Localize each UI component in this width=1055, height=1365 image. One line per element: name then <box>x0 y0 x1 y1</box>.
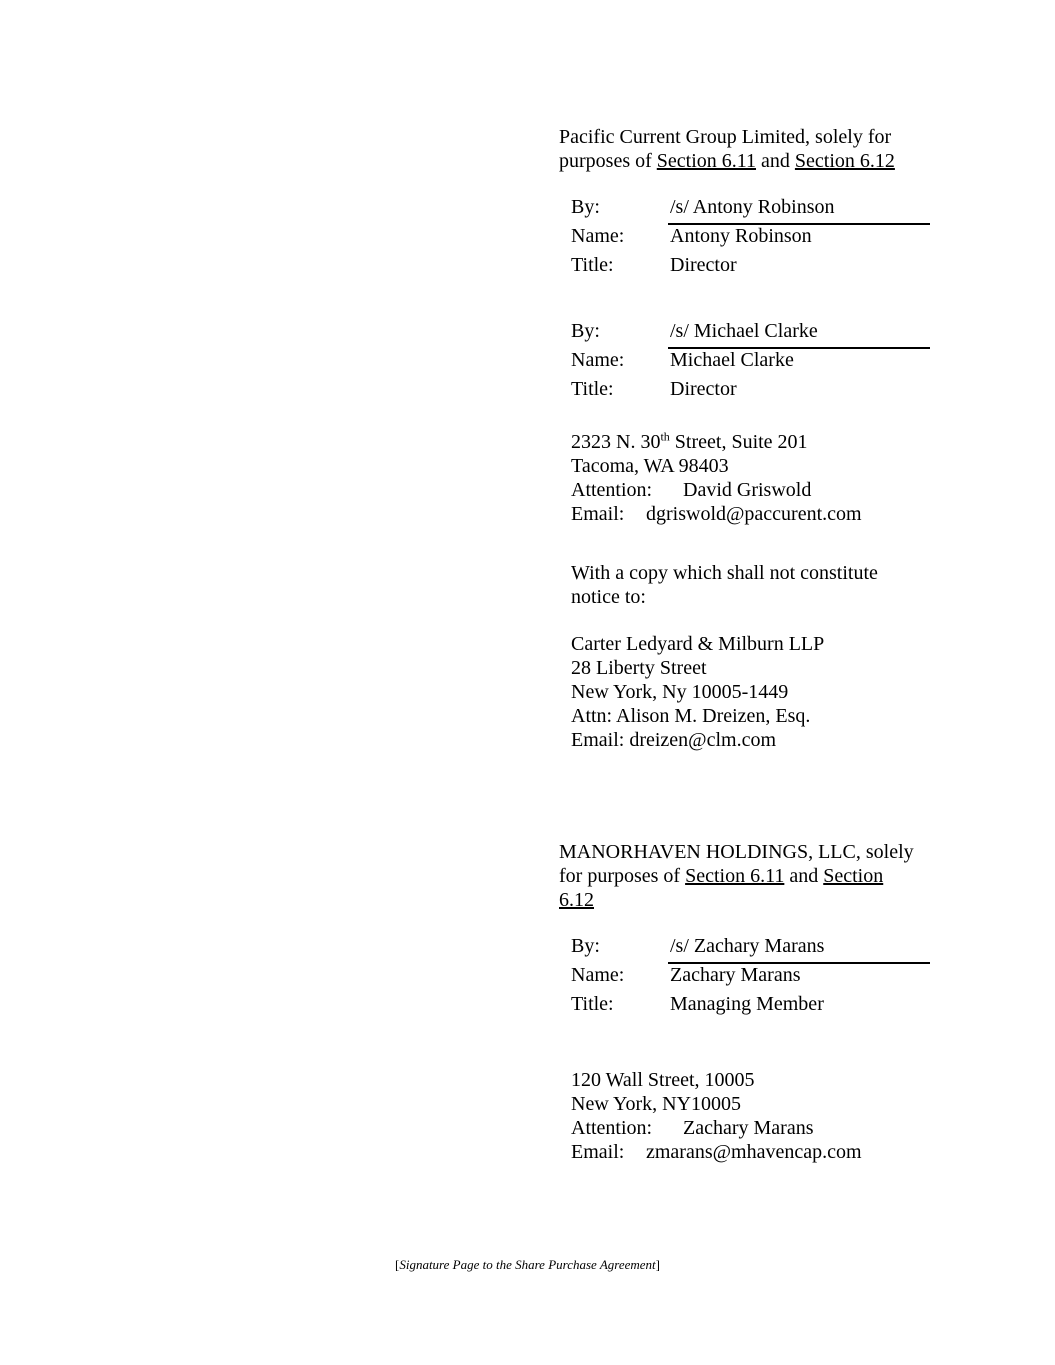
name-label: Name: <box>571 964 625 986</box>
party1-heading-pre: purposes of <box>559 150 657 172</box>
by-label: By: <box>571 935 600 957</box>
title-row <box>571 993 930 1022</box>
party1-heading-line1: Pacific Current Group Limited, solely for <box>559 126 892 148</box>
address-street: 120 Wall Street, 10005 <box>571 1069 755 1091</box>
name-label: Name: <box>571 349 625 371</box>
copy-street: 28 Liberty Street <box>571 657 707 679</box>
email-label: Email: <box>571 1141 625 1163</box>
signature: /s/ Zachary Marans <box>670 935 825 957</box>
party2-heading-line3 <box>559 888 939 912</box>
address-street <box>571 430 931 454</box>
footer-close-bracket: ] <box>655 1257 661 1272</box>
copy-address <box>571 632 931 752</box>
copy-note: With a copy which shall not constitute notice to: <box>571 562 878 608</box>
party1-heading-line2 <box>559 149 939 173</box>
copy-city: New York, Ny 10005-1449 <box>571 681 789 703</box>
party2-heading-line1: MANORHAVEN HOLDINGS, LLC, solely <box>559 841 914 863</box>
copy-email: Email: dreizen@clm.com <box>571 729 777 751</box>
by-label: By: <box>571 196 600 218</box>
party2-heading-pre: for purposes of <box>559 865 686 887</box>
party2-address <box>571 1068 931 1164</box>
address-city: Tacoma, WA 98403 <box>571 455 729 477</box>
by-row <box>571 320 930 349</box>
title-row <box>571 378 930 407</box>
email-label: Email: <box>571 503 625 525</box>
signature: /s/ Antony Robinson <box>670 196 835 218</box>
party2-heading <box>559 840 939 912</box>
title-label: Title: <box>571 254 614 276</box>
by-row <box>571 935 930 964</box>
address-attention <box>571 1116 931 1140</box>
party2-section-b-part1: Section <box>823 865 884 887</box>
party1-section-6-11: Section 6.11 <box>656 150 757 172</box>
party2-heading-line2 <box>559 864 939 888</box>
attention-name: Zachary Marans <box>683 1117 814 1139</box>
party2-section-6-11: Section 6.11 <box>685 865 785 887</box>
name-row <box>571 964 930 993</box>
copy-attn: Attn: Alison M. Dreizen, Esq. <box>571 705 811 727</box>
party2-section-b-part2: 6.12 <box>559 889 594 911</box>
address-attention <box>571 478 931 502</box>
street-pre: 2323 N. 30 <box>571 431 661 453</box>
attention-label: Attention: <box>571 1117 653 1139</box>
address-email <box>571 1140 931 1164</box>
footer-text: Signature Page to the Share Purchase Agreement <box>399 1257 656 1272</box>
signer-title: Director <box>670 378 737 400</box>
attention-name: David Griswold <box>683 479 812 501</box>
party2-and: and <box>784 865 824 887</box>
signature-block-robinson <box>571 196 930 283</box>
signature-block-clarke <box>571 320 930 407</box>
party1-heading <box>559 125 939 173</box>
page-footer <box>0 1257 1055 1273</box>
street-post: Street, Suite 201 <box>669 431 808 453</box>
title-row <box>571 254 930 283</box>
signer-name: Antony Robinson <box>670 225 812 247</box>
address-email <box>571 502 931 526</box>
name-label: Name: <box>571 225 625 247</box>
email-value: dgriswold@paccurent.com <box>646 503 862 525</box>
copy-firm: Carter Ledyard & Milburn LLP <box>571 633 825 655</box>
title-label: Title: <box>571 993 614 1015</box>
party1-and: and <box>756 150 795 172</box>
party1-address <box>571 430 931 526</box>
attention-label: Attention: <box>571 479 653 501</box>
name-row <box>571 349 930 378</box>
by-row <box>571 196 930 225</box>
party1-section-6-12: Section 6.12 <box>794 150 895 172</box>
signature: /s/ Michael Clarke <box>670 320 818 342</box>
email-value: zmarans@mhavencap.com <box>646 1141 862 1163</box>
footer-open-bracket: [ <box>394 1257 400 1272</box>
name-row <box>571 225 930 254</box>
street-sup: th <box>660 429 670 444</box>
by-label: By: <box>571 320 600 342</box>
signer-name: Zachary Marans <box>670 964 801 986</box>
address-city: New York, NY10005 <box>571 1093 742 1115</box>
signature-block-marans <box>571 935 930 1022</box>
signer-title: Director <box>670 254 737 276</box>
signer-name: Michael Clarke <box>670 349 794 371</box>
signer-title: Managing Member <box>670 993 824 1015</box>
title-label: Title: <box>571 378 614 400</box>
